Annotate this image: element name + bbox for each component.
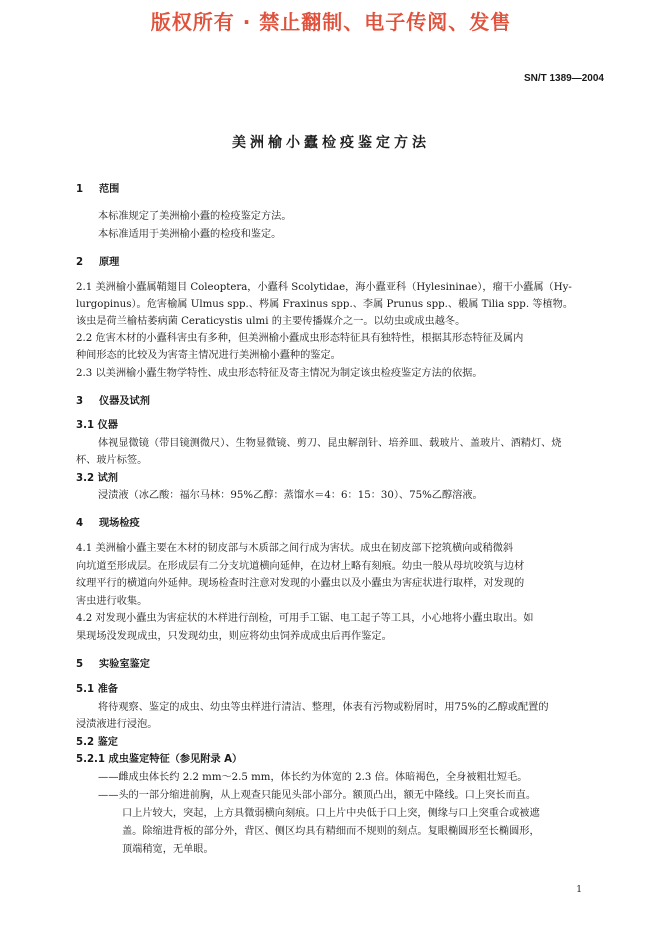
section-2-heading	[76, 256, 600, 270]
subsection-heading: 5.1 准备	[76, 684, 118, 695]
list-item: ——头的一部分缩进前胸，从上观查只能见头部小部分。额顶凸出，额无中隆线。口上突长而直。	[98, 790, 537, 801]
paragraph: 本标准适用于美洲榆小蠹的检疫和鉴定。	[98, 229, 282, 240]
section-number: 2	[76, 257, 84, 268]
paragraph: 本标准规定了美洲榆小蠹的检疫鉴定方法。	[98, 211, 292, 222]
section-number: 4	[76, 518, 84, 529]
paragraph-line: 浸渍液进行浸泡。	[76, 719, 158, 730]
watermark-banner: 版权所有 · 禁止翻制、电子传阅、发售	[150, 10, 512, 34]
subsection-heading: 5.2 鉴定	[76, 737, 118, 748]
section-3-heading	[76, 395, 600, 409]
paragraph-line: 将待观察、鉴定的成虫、幼虫等虫样进行清洁、整理，体表有污物或粉屑时，用75%的乙醇或配置的	[98, 702, 549, 713]
section-title: 实验室鉴定	[99, 659, 150, 670]
subsection-heading: 3.1 仪器	[76, 420, 118, 431]
section-title: 现场检疫	[99, 518, 140, 529]
paragraph-line: 2.3 以美洲榆小蠹生物学特性、成虫形态特征及寄主情况为制定该虫检疫鉴定方法的依据。	[76, 368, 483, 379]
paragraph-line: 纹理平行的横道向外延伸。现场检查时注意对发现的小蠹虫以及小蠹虫为害症状进行取样，对发现的	[76, 578, 525, 589]
list-item-continued: 顶端稍宽，无单眼。	[122, 844, 214, 855]
section-5-heading	[76, 658, 600, 672]
paragraph-line: 2.2 危害木材的小蠹科害虫有多种，但美洲榆小蠹成虫形态特征具有独特性，根据其形态特征及属内	[76, 333, 524, 344]
list-item-continued: 口上片较大，突起，上方具微弱横向刻痕。口上片中央低于口上突，侧缘与口上突重合或被遮	[122, 808, 540, 819]
paragraph-line: 害虫进行收集。	[76, 596, 148, 607]
document-title: 美洲榆小蠹检疫鉴定方法	[232, 135, 430, 151]
subsection-heading: 5.2.1 成虫鉴定特征（参见附录 A）	[76, 754, 243, 765]
standard-number: SN/T 1389—2004	[523, 73, 604, 84]
paragraph-line: 向坑道至形成层。在形成层有二分支坑道横向延伸，在边材上略有刻痕。幼虫一般从母坑咬筑与边材	[76, 561, 525, 572]
paragraph-line: 该虫是荷兰榆枯萎病菌 Ceraticystis ulmi 的主要传播媒介之一。以幼虫或成虫越冬。	[76, 316, 466, 327]
section-title: 原理	[99, 257, 120, 268]
section-number: 1	[76, 184, 84, 195]
section-4-heading	[76, 517, 600, 531]
list-item: ——雌成虫体长约 2.2 mm～2.5 mm，体长约为体宽的 2.3 倍。体暗褐色，全身被粗壮短毛。	[98, 772, 528, 783]
page-number: 1	[576, 885, 582, 895]
paragraph-line: 2.1 美洲榆小蠹属鞘翅目 Coleoptera，小蠹科 Scolytidae，海小蠹亚科（Hylesininae），瘤干小蠹属（Hy-	[76, 282, 572, 293]
paragraph-line: 种间形态的比较及为害寄主情况进行美洲榆小蠹种的鉴定。	[76, 350, 341, 361]
paragraph-line: 4.2 对发现小蠹虫为害症状的木样进行剖检，可用手工锯、电工起子等工具，小心地将小蠹虫取出。如	[76, 613, 534, 624]
list-item-continued: 盖。除缩进背板的部分外，背区、侧区均具有精细而不规则的刻点。复眼椭圆形至长椭圆形，	[122, 826, 540, 837]
paragraph-line: 浸渍液（冰乙酸：福尔马林：95%乙醇：蒸馏水＝4：6：15：30）、75%乙醇溶液。	[98, 490, 483, 501]
section-title: 范围	[99, 184, 120, 195]
section-1-heading	[76, 183, 600, 197]
paragraph-line: 体视显微镜（带目镜测微尺）、生物显微镜、剪刀、昆虫解剖针、培养皿、载玻片、盖玻片、酒精灯、烧	[98, 438, 562, 449]
section-number: 3	[76, 396, 84, 407]
section-title: 仪器及试剂	[99, 396, 150, 407]
paragraph-line: 4.1 美洲榆小蠹主要在木材的韧皮部与木质部之间行成为害状。成虫在韧皮部下挖筑横向或稍微斜	[76, 543, 514, 554]
paragraph-line: 杯、玻片标签。	[76, 455, 148, 466]
paragraph-line: lurgopinus）。危害榆属 Ulmus spp.、梣属 Fraxinus spp.、李属 Prunus spp.、椴属 Tilia spp. 等植物。	[76, 299, 574, 310]
section-number: 5	[76, 659, 84, 670]
subsection-heading: 3.2 试剂	[76, 473, 118, 484]
paragraph-line: 果现场没发现成虫，只发现幼虫，则应将幼虫饲养成成虫后再作鉴定。	[76, 631, 392, 642]
